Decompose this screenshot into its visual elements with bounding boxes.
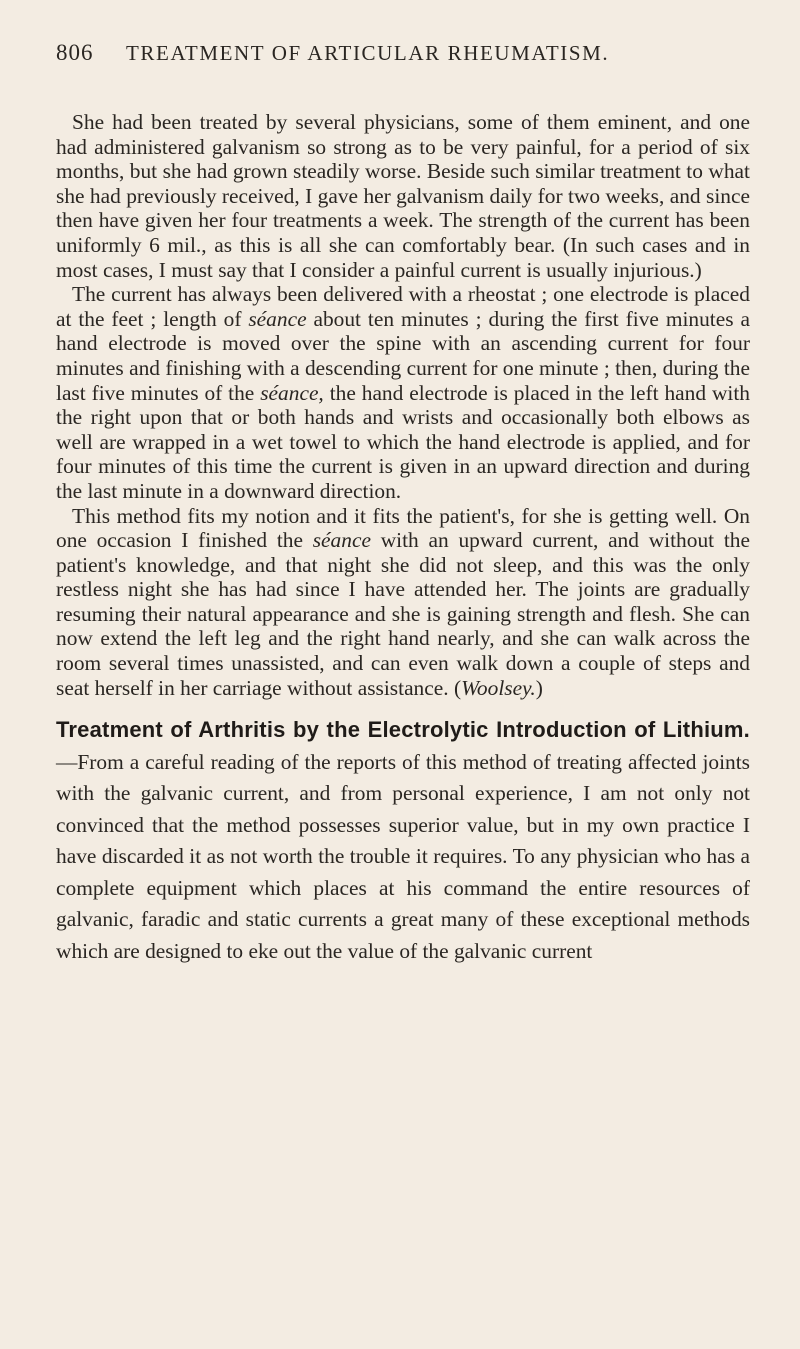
paragraph-text: The current has always been delivered with a rheostat ; one electrode is placed at the feet ; length of bbox=[56, 282, 750, 331]
paragraph-text: about ten minutes ; during the first five minutes a hand electrode is moved over the spine with an ascending current for four minutes and finishing with a descending current for one minute ; then, during the last five minutes of the bbox=[56, 306, 750, 405]
section-lithium bbox=[56, 714, 750, 967]
paragraph-method bbox=[56, 282, 750, 503]
book-page bbox=[56, 40, 750, 967]
paragraph-case-history bbox=[56, 110, 750, 282]
section-heading: Treatment of Arthritis by the Electrolytic Introduction of Lithium. bbox=[56, 717, 750, 743]
paragraph-outcome bbox=[56, 504, 750, 701]
page-number: 806 bbox=[56, 40, 94, 65]
paragraph-text: She had been treated by several physicians, some of them eminent, and one had administered galvanism so strong as to be very painful, for a period of six months, but she had grown steadily worse. Beside such similar treatment to what she had previously received, I gave her galvanism daily for two weeks, and since then have given her four treatments a week. The strength of the current has been uniformly 6 mil., as this is all she can comfortably bear. (In such cases and in most cases, I must say that I consider a painful current is usually injurious.) bbox=[56, 110, 750, 282]
paragraph-text: ) bbox=[535, 675, 543, 700]
italic-term: séance bbox=[248, 306, 307, 331]
running-head bbox=[56, 40, 750, 80]
running-title: TREATMENT OF ARTICULAR RHEUMATISM. bbox=[126, 41, 610, 65]
paragraph-text: the hand electrode is placed in the left hand with the right upon that or both hands and wrists and occasionally both elbows as well are wrapped in a wet towel to which the hand electrode is applied, and for four minutes of this time the current is given in an upward direction and during the last minute in a downward direction. bbox=[56, 380, 750, 503]
paragraph-text: This method fits my notion and it fits the patient's, for she is getting well. On one occasion I finished the bbox=[56, 503, 750, 553]
italic-term: séance bbox=[312, 528, 371, 553]
citation-author: Woolsey. bbox=[461, 675, 536, 700]
paragraph-text: with an upward current, and without the patient's knowledge, and that night she did not sleep, and this was the only restless night she has had since I have attended her. The joints are gradually resuming their natural appearance and she is gaining strength and flesh. She can now extend the left leg and the right hand nearly, and she can walk across the room several times unassisted, and can even walk down a couple of steps and seat herself in her carriage without assistance. ( bbox=[56, 528, 750, 700]
italic-term: séance, bbox=[260, 380, 324, 405]
section-text: —From a careful reading of the reports of this method of treating affected joints with the galvanic current, and from personal experience, I am not only not convinced that the method possesses superior value, but in my own practice I have discarded it as not worth the trouble it requires. To any physician who has a complete equipment which places at his command the entire resources of galvanic, faradic and static currents a great many of these exceptional methods which are designed to eke out the value of the galvanic current bbox=[56, 749, 750, 963]
